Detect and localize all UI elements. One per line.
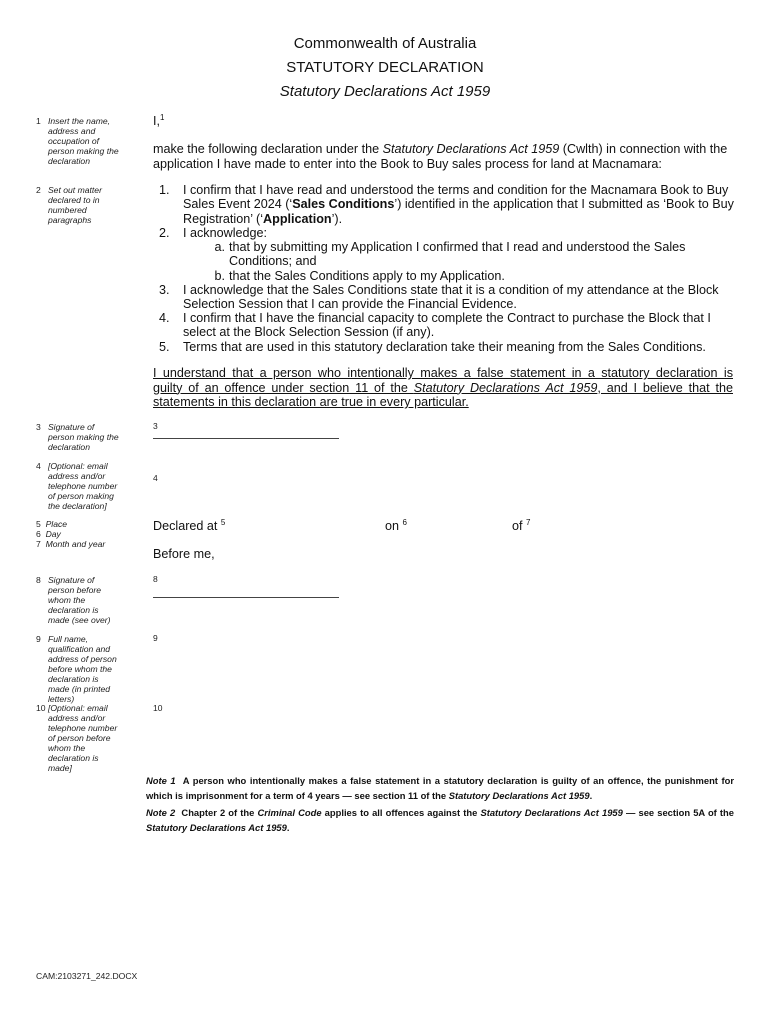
margin-note-1: 1 Insert the name, address and occupation of person making the declaration (36, 116, 119, 166)
margin-note-9: 9 Full name, qualification and address of person before whom the declaration is made (in printed letters) (36, 634, 117, 704)
marker-8: 8 (153, 574, 158, 584)
witness-signature-line[interactable] (153, 597, 339, 598)
marker-3: 3 (153, 421, 158, 431)
declarant-line: I,$^1$ (153, 112, 165, 128)
intro-paragraph: make the following declaration under the Statutory Declarations Act 1959 (Cwlth) in connection with the application I have made to enter into the Book to Buy sales process for land at Macnamara: (153, 142, 728, 171)
title-statutory-declaration: STATUTORY DECLARATION (286, 59, 484, 76)
declared-on: on $^6$ (385, 517, 407, 533)
note-1: Note 1 A person who intentionally makes a false statement in a statutory declaration is guilty of an offence, the punishment for which is imprisonment for a term of 4 years — see section 11 of the Statutory Declarations Act 1959. (146, 775, 734, 801)
margin-note-10: 10 [Optional: email address and/or telephone number of person before whom the declaration is made] (36, 703, 118, 773)
margin-note-8: 8 Signature of person before whom the declaration is made (see over) (36, 575, 111, 625)
document-reference: CAM:2103271_242.DOCX (36, 971, 138, 981)
declarant-signature-line[interactable] (153, 438, 339, 439)
margin-note-3: 3 Signature of person making the declaration (36, 422, 119, 452)
marker-4: 4 (153, 473, 158, 483)
margin-note-6: 6 Day (36, 529, 61, 539)
understand-statement: I understand that a person who intentionally makes a false statement in a statutory declaration is guilty of an offence under section 11 of the Statutory Declarations Act 1959, and I believe that the statements in this declaration are true in every particular. (153, 366, 733, 409)
marker-10: 10 (153, 703, 163, 713)
declaration-paragraphs: 1. I confirm that I have read and understood the terms and condition for the Macnamara Book to Buy Sales Event 2024 (‘Sales Conditions’) identified in the application that I submitted as ‘Book to Buy Registration’ (‘Application’). 2. I acknowledge: a. that by submitting my Application I confirmed that I read and understood the Sales Conditions; and b. that the Sales Conditions apply to my Application. 3. I acknowledge that the Sales Conditions state that it is a condition of my attendance at the Block Selection Session that I can provide the Financial Evidence. 4. I confirm that I have the financial capacity to complete the Contract to purchase the Block that I select at the Block Selection Session (if any). 5. Terms that are used in this statutory declaration take their meaning from the Sales Conditions. (159, 183, 734, 354)
declared-at: Declared at $^5$ (153, 517, 226, 533)
margin-note-4: 4 [Optional: email address and/or telephone number of person making the declaration] (36, 461, 118, 511)
title-act: Statutory Declarations Act 1959 (279, 83, 491, 100)
margin-note-5: 5 Place (36, 519, 68, 529)
note-2: Note 2 Chapter 2 of the Criminal Code applies to all offences against the Statutory Declarations Act 1959 — see section 5A of the Statutory Declarations Act 1959. (146, 807, 734, 833)
declared-of: of $^7$ (512, 517, 531, 533)
title-commonwealth: Commonwealth of Australia (293, 35, 477, 52)
before-me: Before me, (153, 547, 215, 561)
margin-note-7: 7 Month and year (36, 539, 106, 549)
marker-9: 9 (153, 633, 158, 643)
margin-note-2: 2 Set out matter declared to in numbered paragraphs (36, 185, 102, 225)
